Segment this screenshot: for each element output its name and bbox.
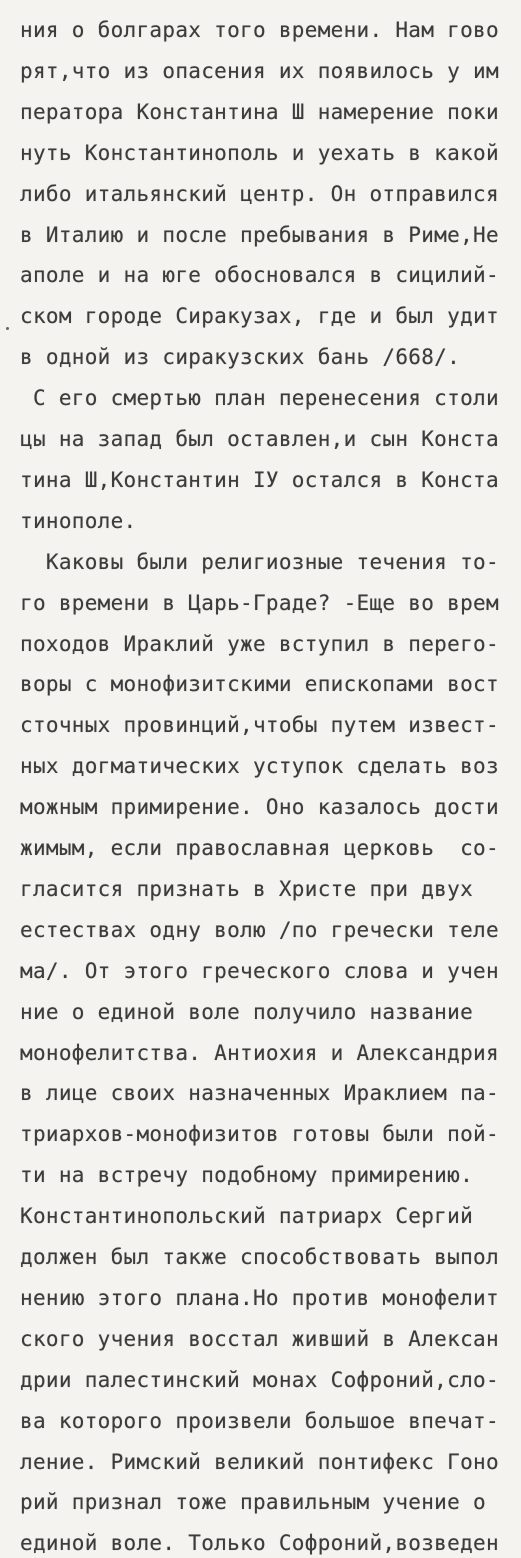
text-line: тинополе. [20,509,137,533]
text-line: воры с монофизитскими епископами вост [20,672,499,696]
text-line: жимым, если православная церковь со- [20,836,499,860]
text-line: ператора Константина Ш намерение поки [20,100,499,124]
text-line: аполе и на юге обосновался в сицилий- [20,263,499,287]
text-line: в Италию и после пребывания в Риме,Не [20,223,499,247]
text-line: ти на встречу подобному примирению. [20,1163,474,1187]
text-line: нению этого плана.Но против монофелит [20,1286,499,1310]
text-line: Константинопольский патриарх Сергий [20,1204,474,1228]
ink-speck [6,327,9,330]
text-line: ление. Римский великий понтифекс Гоно [20,1450,499,1474]
text-line: ва которого произвели большое впечат- [20,1409,499,1433]
text-line: сточных провинций,чтобы путем извест- [20,713,499,737]
text-line: нуть Константинополь и уехать в какой [20,141,499,165]
text-line: гласится признать в Христе при двух [20,877,474,901]
text-line: ние о единой воле получило название [20,1000,474,1024]
text-line: должен был также способствовать выпол [20,1245,499,1269]
text-line: можным примирение. Оно казалось дости [20,795,499,819]
text-line: ском городе Сиракузах, где и был удит [20,304,499,328]
text-line: монофелитства. Антиохия и Александрия [20,1041,499,1065]
text-line: ных догматических уступок сделать воз [20,754,499,778]
text-line: в лице своих назначенных Ираклием па- [20,1081,499,1105]
text-line: го времени в Царь-Граде? -Еще во врем [20,591,499,615]
text-line: рий признал тоже правильным учение о [20,1490,486,1514]
text-line: ма/. От этого греческого слова и учен [20,959,499,983]
text-line: триархов-монофизитов готовы были пой- [20,1122,499,1146]
text-line: либо итальянский центр. Он отправился [20,182,499,206]
text-line: Каковы были религиозные течения то- [20,550,499,574]
text-line: походов Ираклий уже вступил в перего- [20,632,499,656]
text-line: тина Ш,Константин IУ остался в Конста [20,468,499,492]
text-line: естествах одну волю /по гречески теле [20,918,499,942]
text-line: цы на запад был оставлен,и сын Конста [20,427,499,451]
text-line: в одной из сиракузских бань /668/. [20,345,461,369]
text-line: единой воле. Только Софроний,возведен [20,1531,499,1555]
text-line: ского учения восстал живший в Алексан [20,1327,499,1351]
text-line: дрии палестинский монах Софроний,сло- [20,1368,499,1392]
text-line: ния о болгарах того времени. Нам гово [20,18,499,42]
text-line: С его смертью план перенесения столи [20,386,499,410]
text-line: рят,что из опасения их появилось у им [20,59,499,83]
